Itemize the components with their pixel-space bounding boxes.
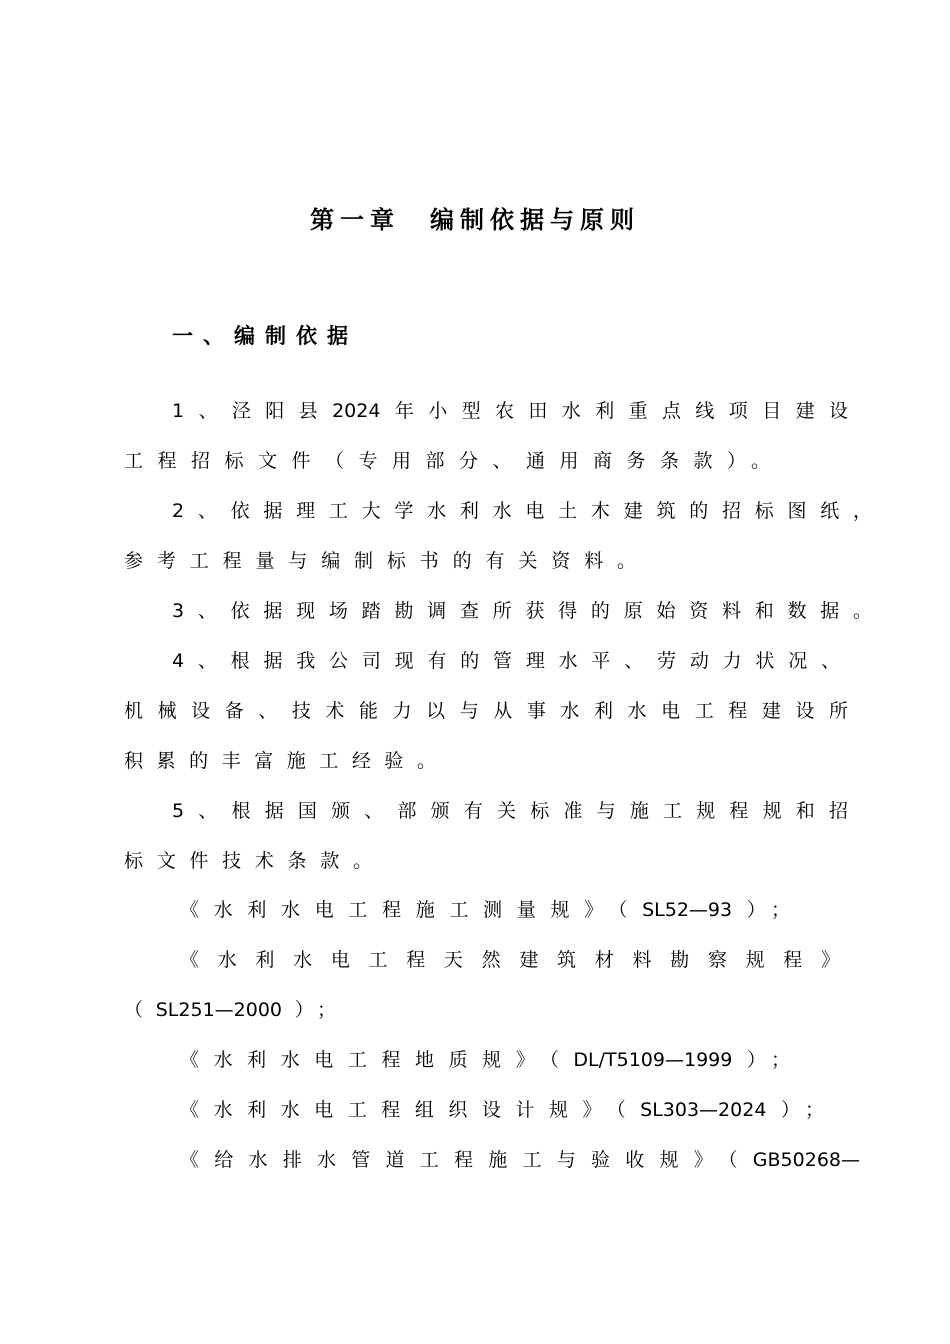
text-line: 《水利水电工程组织设计规》（SL303—2024）；	[180, 1099, 824, 1121]
text-line: 2、依据理工大学水利水电土木建筑的招标图纸，	[172, 500, 872, 522]
text-line: 参考工程量与编制标书的有关资料。	[124, 550, 636, 572]
text-line: 1、泾阳县2024年小型农田水利重点线项目建设	[172, 400, 848, 422]
text-line: 3、依据现场踏勘调查所获得的原始资料和数据。	[172, 600, 872, 622]
text-line: 5、根据国颁、部颁有关标准与施工规程规和招	[172, 800, 848, 822]
text-line: 积累的丰富施工经验。	[124, 750, 436, 772]
section-heading: 一、编制依据	[172, 324, 358, 348]
text-line: 《水利水电工程地质规》（DL/T5109—1999）；	[180, 1049, 790, 1071]
text-line: 4、根据我公司现有的管理水平、劳动力状况、	[172, 650, 840, 672]
text-line: 标文件技术条款。	[124, 850, 372, 872]
text-line: 《水利水电工程天然建筑材料勘察规程》	[180, 949, 840, 971]
text-line: 《水利水电工程施工测量规》（SL52—93）；	[180, 899, 790, 921]
text-line: 工程招标文件（专用部分、通用商务条款）。	[124, 450, 770, 472]
text-line: 《给水排水管道工程施工与验收规》（GB50268—	[180, 1149, 860, 1171]
chapter-title: 第一章 编制依据与原则	[310, 206, 640, 234]
text-line: （SL251—2000）；	[124, 999, 336, 1021]
text-line: 机械设备、技术能力以与从事水利水电工程建设所	[124, 700, 848, 722]
